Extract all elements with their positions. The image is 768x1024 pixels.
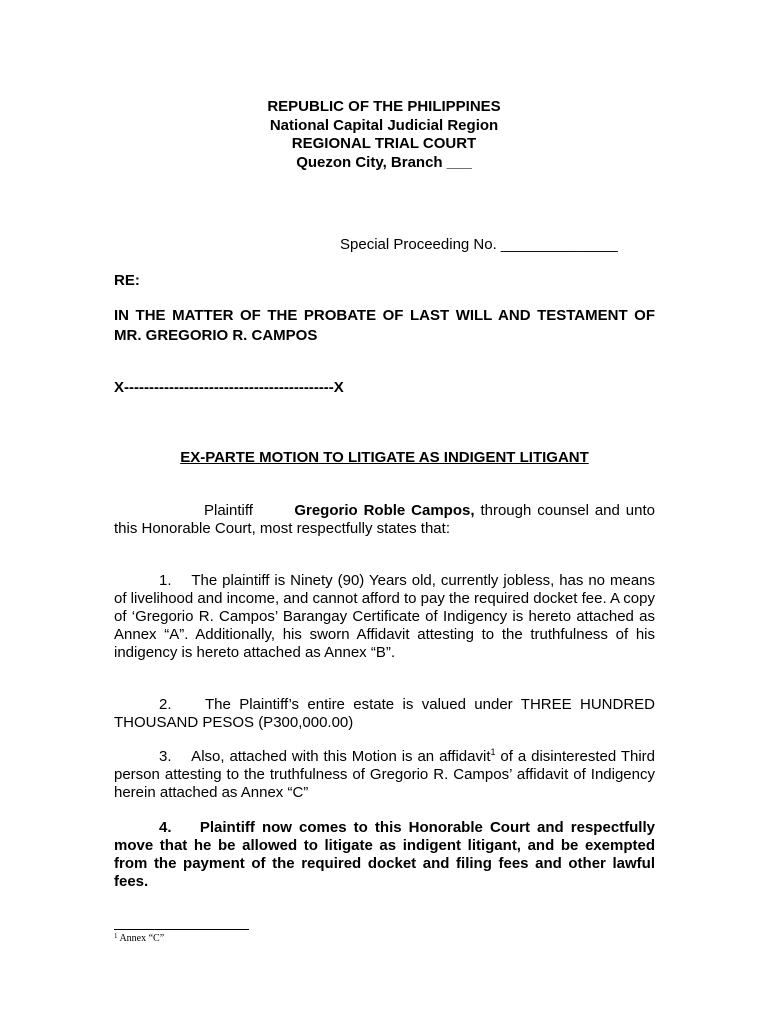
intro-paragraph <box>114 502 655 538</box>
header-branch: Quezon City, Branch ___ <box>296 153 472 171</box>
intro-prefix: Plaintiff <box>204 502 253 519</box>
paragraph-4: 4. Plaintiff now comes to this Honorable Court and respectfully move that he be allowed to litigate as indigent litigant, and be exempted from the payment of the required docket and filing fees and other lawful fees. <box>114 819 655 890</box>
re-label: RE: <box>114 272 140 289</box>
case-caption: IN THE MATTER OF THE PROBATE OF LAST WILL AND TESTAMENT OF MR. GREGORIO R. CAMPOS <box>114 307 655 344</box>
footnote-mark: 1 <box>114 932 118 940</box>
special-proceeding-number: Special Proceeding No. ______________ <box>340 236 618 253</box>
paragraph-2: 2. The Plaintiff’s entire estate is valued under THREE HUNDRED THOUSAND PESOS (P300,000.00) <box>114 696 655 731</box>
footnote <box>114 933 164 944</box>
header-court: REGIONAL TRIAL COURT <box>291 135 477 152</box>
footnote-text: Annex “C” <box>117 933 165 944</box>
paragraph-3 <box>114 748 655 802</box>
court-header <box>114 98 654 172</box>
header-region: National Capital Judicial Region <box>269 116 499 134</box>
paragraph-1: 1. The plaintiff is Ninety (90) Years old, currently jobless, has no means of livelihood and income, and cannot afford to pay the required docket fee. A copy of ‘Gregorio R. Campos’ Barangay Certificate of Indigency is hereto attached as Annex “A”. Additionally, his sworn Affidavit attesting to the truthfulness of his indigency is hereto attached as Annex “B”. <box>114 572 655 661</box>
paragraph-3-text-a: 3. Also, attached with this Motion is an affidavit <box>159 748 491 765</box>
footnote-reference[interactable]: 1 <box>490 747 496 757</box>
footnote-divider <box>114 929 249 930</box>
paragraph-3-text-b: of a disinterested Third person attesting to the truthfulness of Gregorio R. Campos’ affidavit of Indigency herein attached as Annex “C” <box>114 748 655 801</box>
plaintiff-name: Gregorio Roble Campos, <box>294 502 475 519</box>
intro-rest: through counsel and unto this Honorable Court, most respectfully states that: <box>114 502 655 537</box>
motion-title: EX-PARTE MOTION TO LITIGATE AS INDIGENT LITIGANT <box>180 449 589 466</box>
header-republic: REPUBLIC OF THE PHILIPPINES <box>267 98 501 115</box>
caption-separator: X------------------------------------------X <box>114 379 344 396</box>
